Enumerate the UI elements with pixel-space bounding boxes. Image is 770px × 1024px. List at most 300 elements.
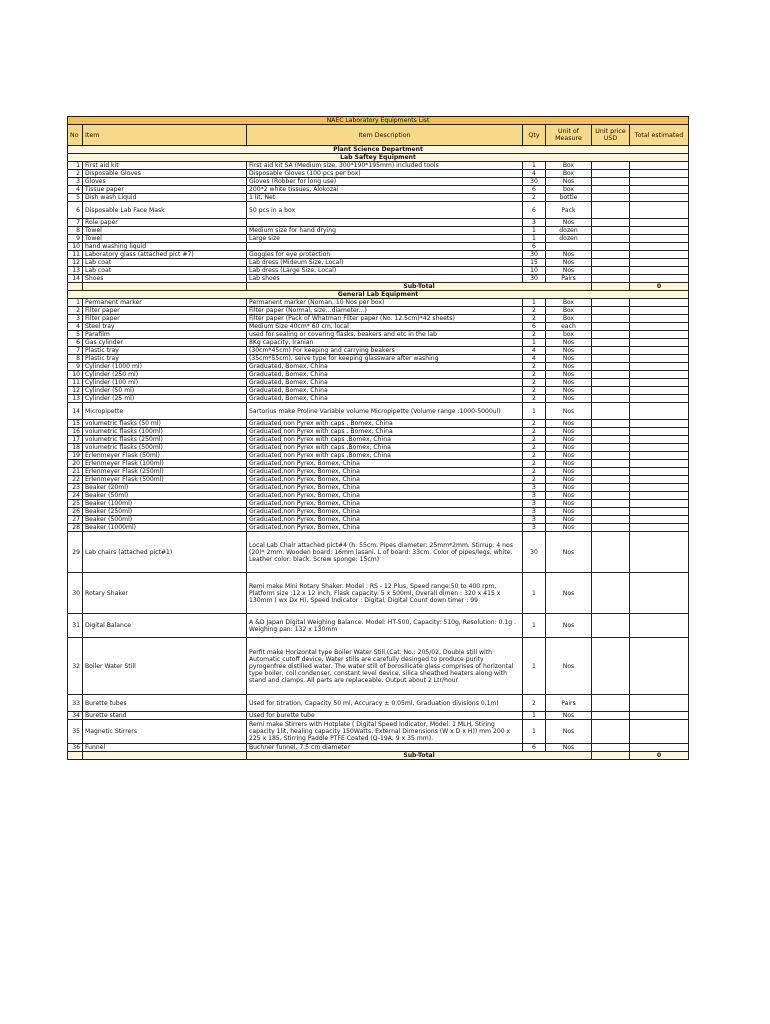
subtotal-spacer [68,283,83,291]
item-unit-price [592,275,630,283]
table-row [68,573,689,614]
item-unit-price [592,363,630,371]
item-no: 9 [68,235,83,243]
department-row [68,146,689,154]
item-unit-price [592,508,630,516]
item-name: volumetric flasks (500ml) [83,444,247,452]
item-qty: 6 [523,202,546,219]
table-row [68,712,689,720]
table-row [68,267,689,275]
item-no: 13 [68,267,83,275]
item-qty: 2 [523,695,546,712]
table-row [68,468,689,476]
item-unit: Nos [546,267,592,275]
item-total [630,468,689,476]
table-row [68,315,689,323]
item-unit-price [592,355,630,363]
table-row [68,436,689,444]
item-qty: 6 [523,744,546,752]
item-qty: 1 [523,712,546,720]
item-total [630,379,689,387]
item-unit-price [592,347,630,355]
item-name: Cylinder (25 ml) [83,395,247,403]
item-unit: Box [546,299,592,307]
item-total [630,186,689,194]
item-description: Graduated,non Pyrex, Bomex, China [247,516,523,524]
item-description: Remi make Mini Rotary Shaker. Model : RS - 12 Plus, Speed range:50 to 400 rpm, Platform size :12 x 12 inch, Flask capacity: 5 x 500ml, Overall dimen : 320 x 415 x 130mm ( wx Dx H), Speed Indicator : Digital, Digital Count down timer : 99 [247,573,523,614]
item-qty: 4 [523,170,546,178]
item-name: Laboratory glass (attached pict #7) [83,251,247,259]
item-name: Shoes [83,275,247,283]
item-name: volumetric flasks (250ml) [83,436,247,444]
item-unit: Nos [546,638,592,695]
item-qty: 6 [523,186,546,194]
item-description: Graduated, Bomex, China [247,379,523,387]
item-description: Lab dress (Mideum Size, Local) [247,259,523,267]
table-title: NAEC Laboratory Equipments List [68,117,689,125]
equipment-table [67,116,689,760]
item-description: Perfit make Horizontal type Boiler Water Still (Cat. No.: 205/02, Double still with Automatic cutoff device, Water stills are carefully desinged to produce purity pyrogenfree distilled water. The water still of borosilicate glass comprises of horizontal type boiler, coil condenser, constant level device, silica sheathed heaters along with stand and clamps. All parts are replaceable. Output about 2 Ltr/hour [247,638,523,695]
item-unit: Box [546,170,592,178]
item-name: Beaker (20ml) [83,484,247,492]
item-description: Graduated non Pyrex with caps , Bomex, China [247,428,523,436]
item-unit: dozen [546,227,592,235]
item-no: 3 [68,315,83,323]
item-unit: Nos [546,492,592,500]
item-total [630,444,689,452]
table-row [68,395,689,403]
item-total [630,420,689,428]
item-unit-price [592,371,630,379]
subtotal-spacer [592,283,630,291]
item-unit-price [592,436,630,444]
item-name: Cylinder (100 ml) [83,379,247,387]
table-row [68,275,689,283]
item-description: 1 lit, Net [247,194,523,202]
item-unit-price [592,500,630,508]
item-unit: Nos [546,387,592,395]
item-total [630,712,689,720]
item-qty: 2 [523,331,546,339]
item-total [630,178,689,186]
item-unit: box [546,186,592,194]
item-qty: 2 [523,468,546,476]
item-unit: Nos [546,395,592,403]
item-unit-price [592,186,630,194]
item-unit-price [592,712,630,720]
item-name: Boiler Water Still [83,638,247,695]
item-name: Funnel [83,744,247,752]
header-qty: Qty [523,125,546,146]
item-unit-price [592,259,630,267]
item-name: Beaker (250ml) [83,508,247,516]
item-qty: 3 [523,484,546,492]
table-row [68,476,689,484]
table-row [68,202,689,219]
item-description: Goggles for eye protection [247,251,523,259]
item-no: 26 [68,508,83,516]
item-qty: 3 [523,524,546,532]
item-total [630,532,689,573]
item-total [630,508,689,516]
item-unit-price [592,395,630,403]
item-unit-price [592,219,630,227]
item-no: 32 [68,638,83,695]
item-unit-price [592,339,630,347]
section-name: General Lab Equipment [68,291,689,299]
table-row [68,347,689,355]
item-total [630,492,689,500]
item-name: Beaker (1000ml) [83,524,247,532]
table-row [68,243,689,251]
table-row [68,227,689,235]
table-row [68,339,689,347]
item-qty: 6 [523,243,546,251]
item-unit-price [592,614,630,638]
item-total [630,355,689,363]
item-total [630,744,689,752]
item-unit-price [592,243,630,251]
item-unit-price [592,516,630,524]
item-qty: 4 [523,355,546,363]
item-description: Graduated non Pyrex with caps ,Bomex, China [247,436,523,444]
table-row [68,744,689,752]
item-no: 21 [68,468,83,476]
item-qty: 1 [523,614,546,638]
item-name: Erlenmeyer Flask (100ml) [83,460,247,468]
item-total [630,452,689,460]
item-qty: 30 [523,275,546,283]
item-total [630,516,689,524]
table-row [68,444,689,452]
item-unit-price [592,170,630,178]
table-row [68,695,689,712]
item-no: 14 [68,403,83,420]
item-unit-price [592,379,630,387]
table-row [68,251,689,259]
table-row [68,371,689,379]
item-qty: 2 [523,428,546,436]
table-row [68,299,689,307]
item-qty: 1 [523,235,546,243]
item-unit: Nos [546,436,592,444]
item-no: 30 [68,573,83,614]
item-unit-price [592,420,630,428]
item-total [630,403,689,420]
item-unit: Nos [546,363,592,371]
item-name: Erlenmeyer Flask (500ml) [83,476,247,484]
section-header-row [68,154,689,162]
item-total [630,162,689,170]
table-row [68,516,689,524]
item-unit: box [546,331,592,339]
item-no: 12 [68,387,83,395]
item-name: Burette stand [83,712,247,720]
item-total [630,476,689,484]
item-qty: 1 [523,573,546,614]
item-unit: each [546,323,592,331]
item-unit: Box [546,307,592,315]
table-row [68,387,689,395]
subtotal-spacer [592,752,630,760]
item-name: Erlenmeyer Flask (50ml) [83,452,247,460]
item-no: 28 [68,524,83,532]
item-name: volumetric flasks (50 ml) [83,420,247,428]
table-row [68,532,689,573]
item-qty: 2 [523,420,546,428]
item-qty: 4 [523,347,546,355]
item-no: 11 [68,251,83,259]
item-unit-price [592,695,630,712]
item-unit: Nos [546,420,592,428]
item-description: Disposable Gloves (100 pcs per box) [247,170,523,178]
item-unit: dozen [546,235,592,243]
item-unit-price [592,638,630,695]
item-description: Graduated,non Pyrex, Bomex, China [247,460,523,468]
item-no: 18 [68,444,83,452]
item-total [630,371,689,379]
item-total [630,299,689,307]
item-qty: 6 [523,323,546,331]
item-unit: Nos [546,712,592,720]
item-total [630,307,689,315]
item-no: 25 [68,500,83,508]
subtotal-label: Sub-Total [247,283,592,291]
item-unit: Nos [546,508,592,516]
item-description: Medium size for hand drying [247,227,523,235]
item-no: 22 [68,476,83,484]
item-unit: Nos [546,403,592,420]
item-description: Graduated, Bomex, China [247,387,523,395]
item-total [630,387,689,395]
item-no: 17 [68,436,83,444]
header-unit-price: Unit price USD [592,125,630,146]
table-row [68,170,689,178]
item-total [630,460,689,468]
item-name: Beaker (500ml) [83,516,247,524]
item-name: Gloves [83,178,247,186]
table-row [68,484,689,492]
item-total [630,235,689,243]
item-name: Towel [83,227,247,235]
item-total [630,524,689,532]
item-no: 34 [68,712,83,720]
item-description: (30cm*45cm) For keeping and carrying beakers [247,347,523,355]
subtotal-spacer [68,752,83,760]
table-row [68,162,689,170]
item-unit: Nos [546,452,592,460]
item-name: Cylinder (250 ml) [83,371,247,379]
item-unit: Nos [546,339,592,347]
item-unit-price [592,468,630,476]
item-description: A &D Japan Digital Weighing Balance. Model: HT-500, Capacity: 510g, Resolution: 0.1g . Weighing pan: 132 x 130mm [247,614,523,638]
table-row [68,307,689,315]
item-description: Used for burette tube [247,712,523,720]
item-no: 16 [68,428,83,436]
item-qty: 1 [523,403,546,420]
subtotal-value: 0 [630,283,689,291]
item-unit-price [592,573,630,614]
item-unit-price [592,744,630,752]
item-name: volumetric flasks (100ml) [83,428,247,436]
item-description: Remi make Stirrers with Hotplate ( Digital Speed Indicator, Model: 1 MLH, Stiring capacity 1lit, healing capacity 150Watts, External Dimensions (W x D x H)) mm 200 x 225 x 185, Stirring Paddle PTFE Coated (Q-19A, 9 x 35 mm). [247,720,523,744]
item-total [630,259,689,267]
item-description: Graduated,non Pyrex, Bomex, China [247,492,523,500]
item-total [630,428,689,436]
item-unit-price [592,267,630,275]
item-total [630,484,689,492]
item-unit: Nos [546,744,592,752]
table-row [68,508,689,516]
item-name: Disposable Gloves [83,170,247,178]
item-no: 19 [68,452,83,460]
subtotal-spacer [83,283,247,291]
item-name: Plastic tray [83,355,247,363]
item-name: Rotary Shaker [83,573,247,614]
item-qty: 1 [523,720,546,744]
item-total [630,219,689,227]
item-unit: Nos [546,516,592,524]
item-name: Parafilm [83,331,247,339]
item-total [630,573,689,614]
table-row [68,186,689,194]
item-no: 24 [68,492,83,500]
item-unit: Nos [546,476,592,484]
item-no: 33 [68,695,83,712]
item-total [630,720,689,744]
item-unit-price [592,403,630,420]
item-total [630,695,689,712]
item-qty: 2 [523,363,546,371]
item-qty: 2 [523,315,546,323]
item-name: Burette tubes [83,695,247,712]
item-unit: Box [546,162,592,170]
item-unit-price [592,331,630,339]
item-qty: 2 [523,444,546,452]
item-unit: Pairs [546,695,592,712]
item-description: Used for titration, Capacity 50 ml, Accuracy ± 0.05ml, Graduation divisions 0.1ml [247,695,523,712]
item-unit: Box [546,315,592,323]
item-unit-price [592,444,630,452]
header-unit-of-measure: Unit of Measure [546,125,592,146]
item-qty: 10 [523,267,546,275]
item-qty: 2 [523,460,546,468]
item-unit: bottle [546,194,592,202]
item-no: 20 [68,460,83,468]
item-description: Graduated,non Pyrex, Bomex, China [247,508,523,516]
item-total [630,170,689,178]
item-total [630,243,689,251]
table-row [68,403,689,420]
header-total: Total estimated [630,125,689,146]
item-no: 1 [68,162,83,170]
item-no: 23 [68,484,83,492]
department-name: Plant Science Department [68,146,689,154]
subtotal-label: Sub-Total [247,752,592,760]
item-unit: Nos [546,614,592,638]
table-row [68,323,689,331]
table-row [68,379,689,387]
item-no: 6 [68,339,83,347]
item-unit: Nos [546,355,592,363]
item-unit: Nos [546,379,592,387]
item-total [630,227,689,235]
item-name: Erlenmeyer Flask (250ml) [83,468,247,476]
item-qty: 3 [523,500,546,508]
item-unit: Nos [546,259,592,267]
item-name: Towel [83,235,247,243]
item-total [630,275,689,283]
item-no: 8 [68,355,83,363]
item-total [630,339,689,347]
table-row [68,428,689,436]
item-unit: Nos [546,460,592,468]
item-unit: Nos [546,720,592,744]
item-name: Filter paper [83,315,247,323]
item-no: 11 [68,379,83,387]
item-qty: 1 [523,162,546,170]
item-description: (35cm*55cm), seive type for keeping glassware after washing [247,355,523,363]
item-description: Graduated,non Pyrex, Bomex, China [247,476,523,484]
item-no: 6 [68,202,83,219]
item-unit-price [592,162,630,170]
item-qty: 30 [523,532,546,573]
item-total [630,363,689,371]
item-no: 13 [68,395,83,403]
item-unit-price [592,178,630,186]
table-row [68,492,689,500]
item-no: 10 [68,371,83,379]
item-description: Filter paper (Normal, size...diameter...) [247,307,523,315]
subtotal-value: 0 [630,752,689,760]
table-row [68,331,689,339]
item-unit: Nos [546,532,592,573]
item-no: 4 [68,323,83,331]
item-qty: 15 [523,259,546,267]
item-unit-price [592,323,630,331]
item-description: Graduated, Bomex, China [247,371,523,379]
item-qty: 3 [523,508,546,516]
item-total [630,331,689,339]
item-qty: 2 [523,387,546,395]
section-header-row [68,291,689,299]
table-row [68,452,689,460]
item-unit-price [592,720,630,744]
item-no: 36 [68,744,83,752]
item-description: Filter paper (Pack of Whatman Filter paper (No. 12.5cm)*42 sheets) [247,315,523,323]
item-qty: 2 [523,476,546,484]
item-description: Graduated non Pyrex with caps ,Bomex, China [247,452,523,460]
subtotal-spacer [83,752,247,760]
item-name: Cylinder (1000 ml) [83,363,247,371]
item-unit: Nos [546,524,592,532]
item-name: Micropipette [83,403,247,420]
item-description: used for sealing or covering flasks, beakers and etc in the lab [247,331,523,339]
table-row [68,420,689,428]
item-unit: Nos [546,500,592,508]
item-name: Digital Balance [83,614,247,638]
item-no: 3 [68,178,83,186]
item-name: Magnetic Stirrers [83,720,247,744]
item-unit: Nos [546,251,592,259]
item-description [247,219,523,227]
item-name: Disposable Lab Face Mask [83,202,247,219]
item-description: Lab dress (Large Size, Local) [247,267,523,275]
item-qty: 30 [523,251,546,259]
item-description: Gloves (Robber for long use) [247,178,523,186]
item-unit: Nos [546,371,592,379]
item-unit-price [592,299,630,307]
